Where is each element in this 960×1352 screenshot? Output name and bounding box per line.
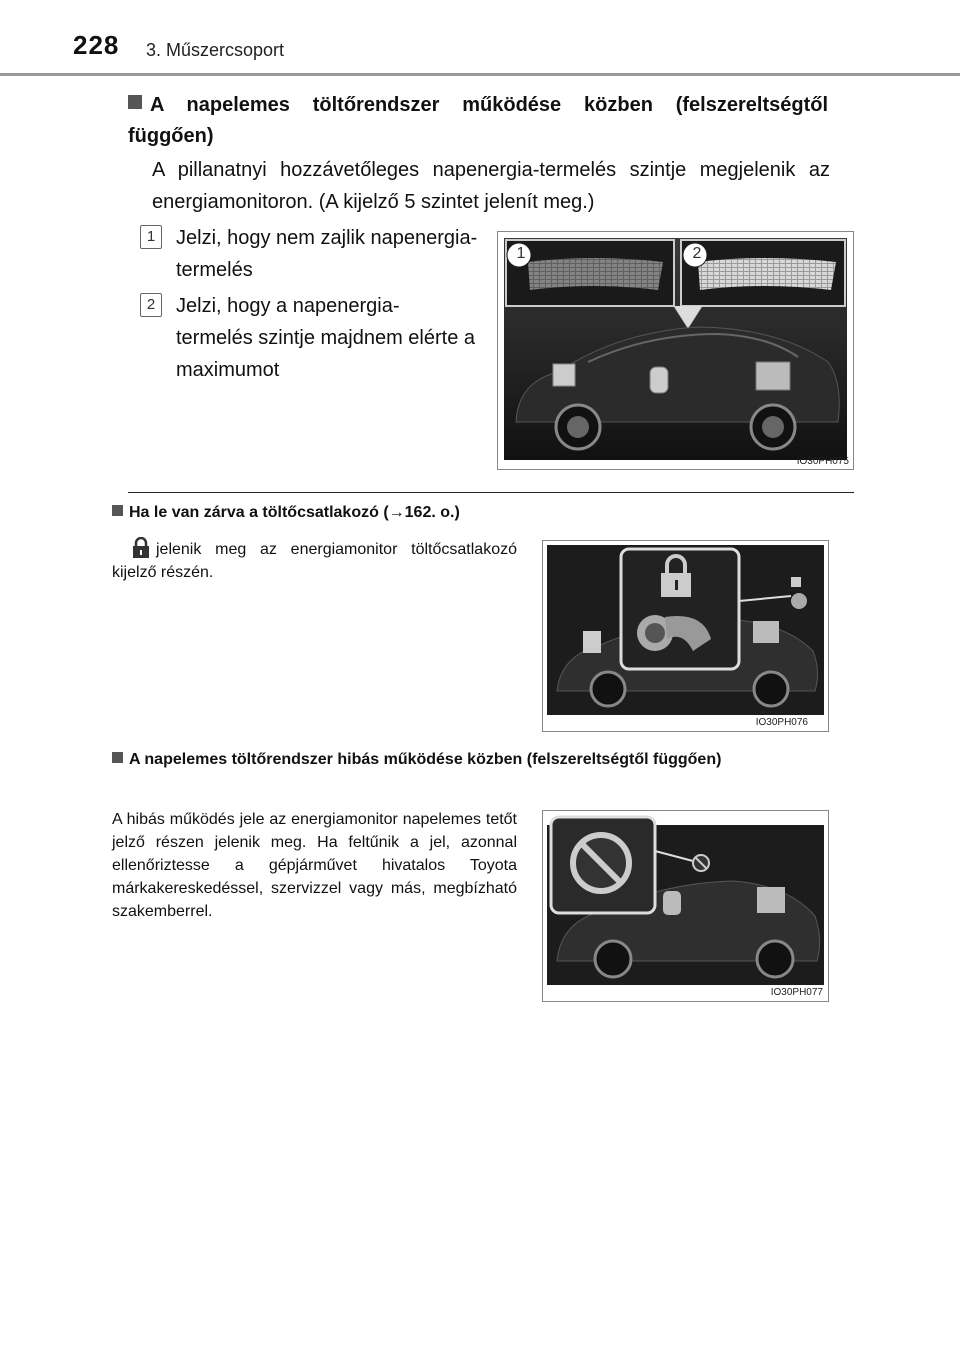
- page-number: 228: [73, 30, 120, 60]
- callout-number-2: 2: [140, 293, 162, 317]
- figure-malfunction: [542, 810, 829, 1002]
- figure-callout-2: 2: [692, 245, 702, 262]
- section-paragraph: [112, 538, 517, 584]
- square-bullet-icon: [128, 95, 142, 109]
- figure-callout-1: 1: [516, 245, 526, 262]
- figure-connector-lock: [542, 540, 829, 732]
- solar-monitor-illustration: [498, 232, 853, 469]
- section-heading-text: Ha le van zárva a töltőcsatlakozó (→162. o.): [129, 504, 460, 521]
- section-paragraph: A hibás működés jele az energiamonitor napelemes tetőt jelző részen jelenik meg. Ha feltűnik a jel, azonnal ellenőriztesse a gépjárművet hivatalos Toyota márkakereskedéssel, szervizzel vagy más, megbízható szakemberrel.: [112, 811, 517, 920]
- section-heading-solar-operation: [128, 90, 828, 152]
- figure-code: IO30PH077: [770, 987, 823, 998]
- square-bullet-icon: [112, 752, 123, 763]
- figure-code: IO30PH076: [755, 717, 808, 728]
- section-heading-connector-locked: [112, 504, 460, 522]
- section-heading-text: A napelemes töltőrendszer működése közben (felszereltségtől függően): [128, 94, 828, 147]
- section-paragraph-text: jelenik meg az energiamonitor töltőcsatlakozó kijelző részén.: [112, 541, 517, 581]
- callout-number-1: 1: [140, 225, 162, 249]
- section-divider: [128, 492, 854, 493]
- lock-icon: [130, 537, 152, 559]
- figure-code: IO30PH075: [796, 456, 849, 467]
- chapter-title: 3. Műszercsoport: [146, 40, 285, 60]
- section-heading-malfunction: [112, 748, 827, 771]
- square-bullet-icon: [112, 505, 123, 516]
- list-item-1: Jelzi, hogy nem zajlik napenergia-termelés: [176, 227, 478, 281]
- malfunction-illustration: [543, 811, 828, 1001]
- section-paragraph: A pillanatnyi hozzávetőleges napenergia-termelés szintje megjelenik az energiamonitoron. (A kijelző 5 szintet jelenít meg.): [152, 159, 830, 213]
- section-heading-text: A napelemes töltőrendszer hibás működése közben (felszereltségtől függően): [129, 751, 722, 768]
- connector-lock-illustration: [543, 541, 828, 731]
- list-item-2: Jelzi, hogy a napenergia-termelés szintje majdnem elérte a maximumot: [176, 295, 476, 381]
- header-divider: [0, 73, 960, 76]
- figure-solar-monitor: [497, 231, 854, 470]
